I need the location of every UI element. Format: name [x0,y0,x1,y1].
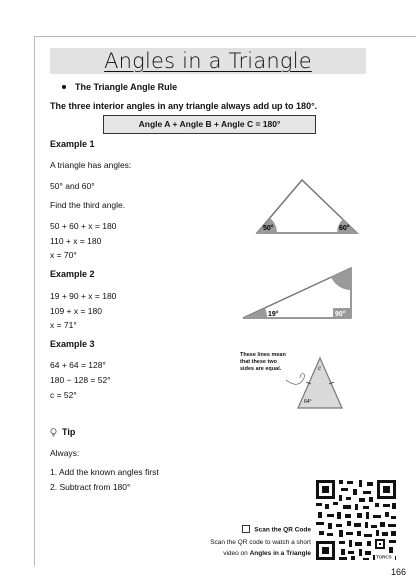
tip-line: 2. Subtract from 180° [50,482,131,492]
example2-heading: Example 2 [50,269,95,279]
annotation-arrow [286,374,304,385]
example3-line: 64 + 64 = 128° [50,360,106,370]
example3-line: c = 52° [50,390,77,400]
formula-box: Angle A + Angle B + Angle C = 180° [103,115,316,134]
example1-triangle-diagram [255,178,359,236]
example2-triangle-diagram [241,266,353,320]
bullet-heading: The Triangle Angle Rule [62,82,177,92]
example1-line: Find the third angle. [50,200,126,210]
example2-line: x = 71° [50,320,77,330]
example1-line: x = 70° [50,250,77,260]
page-number: 166 [390,567,406,577]
angle-label: 64° [304,399,312,405]
angle-label: 60° [339,225,350,232]
angle-label: 19° [268,311,279,318]
angle-shade [243,308,267,318]
example1-line: 50° and 60° [50,181,95,191]
lightbulb-icon [50,428,57,437]
qr-code[interactable] [315,479,397,561]
angle-label: 50° [263,225,274,232]
example2-line: 19 + 90 + x = 180 [50,291,117,301]
example3-line: 180 − 128 = 52° [50,375,111,385]
qr-caption-line: Scan the QR code to watch a short [210,539,311,546]
qr-caption-line: video on Angles in a Triangle [223,550,311,557]
angle-label: c [318,366,321,372]
example1-line: 50 + 60 + x = 180 [50,221,117,231]
example3-heading: Example 3 [50,339,95,349]
tip-heading: Tip [50,427,75,437]
tip-line: 1. Add the known angles first [50,467,159,477]
angle-label: 90° [335,311,346,318]
example2-line: 109 + x = 180 [50,306,102,316]
qr-heading: Scan the QR Code [242,526,311,534]
example3-isosceles-diagram [280,356,344,412]
example3-annotation: These lines mean that these two sides are equal. [240,352,286,372]
qr-small-icon [242,525,250,533]
rule-statement: The three interior angles in any triangle always add up to 180°. [50,101,318,111]
example1-heading: Example 1 [50,139,95,149]
qr-logo-text: TORCS [376,554,392,560]
tip-line: Always: [50,448,80,458]
page-title: Angles in a Triangle [50,48,366,74]
example1-line: A triangle has angles: [50,160,132,170]
example1-line: 110 + x = 180 [50,236,102,246]
bullet-dot [62,85,66,89]
